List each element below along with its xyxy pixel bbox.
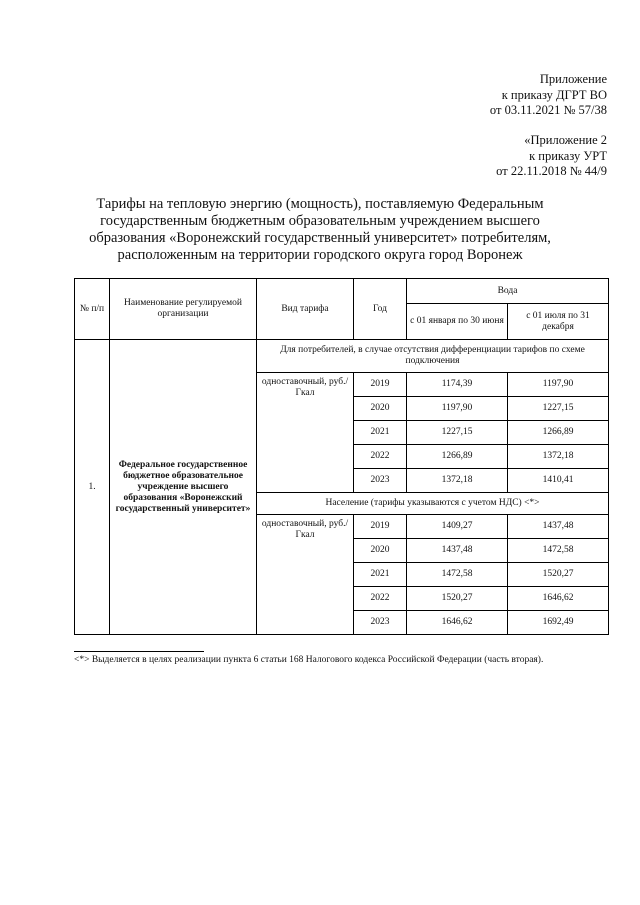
year-cell: 2022 (354, 445, 407, 469)
tariff-table (74, 278, 609, 635)
header-tariff-type: Вид тарифа (257, 279, 354, 340)
title-line: государственным бюджетным образовательным учреждением высшего (100, 213, 540, 229)
footnote-divider (74, 651, 204, 652)
year-cell: 2019 (354, 515, 407, 539)
tariff-value: 1472,58 (407, 563, 508, 587)
tariff-value: 1520,27 (407, 587, 508, 611)
tariff-value: 1372,18 (508, 445, 609, 469)
year-cell: 2020 (354, 539, 407, 563)
header-period-2: с 01 июля по 31 декабря (508, 304, 609, 340)
organization-name: Федеральное государственное бюджетное образовательное учреждение высшего образования «Воронежский государственный университет» (110, 340, 257, 635)
appendix2-line: от 22.11.2018 № 44/9 (496, 164, 607, 178)
tariff-value: 1646,62 (407, 611, 508, 635)
tariff-value: 1410,41 (508, 469, 609, 493)
tariff-value: 1472,58 (508, 539, 609, 563)
appendix-line: к приказу ДГРТ ВО (501, 87, 607, 102)
tariff-value: 1437,48 (407, 539, 508, 563)
section-caption: Для потребителей, в случае отсутствия дифференциации тарифов по схеме подключения (257, 340, 609, 373)
year-cell: 2021 (354, 563, 407, 587)
tariff-type: одноставочный, руб./Гкал (257, 373, 354, 493)
tariff-value: 1266,89 (508, 421, 609, 445)
tariff-type: одноставочный, руб./Гкал (257, 515, 354, 635)
header-year: Год (354, 279, 407, 340)
tariff-value: 1372,18 (407, 469, 508, 493)
tariff-value: 1266,89 (407, 445, 508, 469)
header-num: № п/п (75, 279, 110, 340)
year-cell: 2023 (354, 611, 407, 635)
tariff-value: 1197,90 (508, 373, 609, 397)
header-org: Наименование регулируемой организации (110, 279, 257, 340)
tariff-value: 1227,15 (508, 397, 609, 421)
year-cell: 2020 (354, 397, 407, 421)
tariff-value: 1520,27 (508, 563, 609, 587)
appendix-line: Приложение (539, 72, 607, 86)
tariff-value: 1646,62 (508, 587, 609, 611)
tariff-value: 1197,90 (407, 397, 508, 421)
appendix-header (490, 72, 607, 119)
tariff-value: 1409,27 (407, 515, 508, 539)
appendix2-line: к приказу УРТ (529, 148, 607, 163)
footnote: <*> Выделяется в целях реализации пункта 6 статьи 168 Налогового кодекса Российской Федерации (часть вторая). (74, 655, 544, 665)
title-line: расположенным на территории городского округа город Воронеж (117, 247, 523, 263)
header-water: Вода (407, 279, 609, 304)
title-line: Тарифы на тепловую энергию (мощность), поставляемую Федеральным (96, 196, 544, 212)
appendix-line: от 03.11.2021 № 57/38 (489, 103, 607, 117)
tariff-value: 1692,49 (508, 611, 609, 635)
header-period-1: с 01 января по 30 июня (407, 304, 508, 340)
tariff-value: 1227,15 (407, 421, 508, 445)
section-caption: Население (тарифы указываются с учетом НДС) <*> (257, 493, 609, 515)
appendix2-header (496, 133, 607, 180)
year-cell: 2019 (354, 373, 407, 397)
row-number: 1. (75, 340, 110, 635)
title-line: образования «Воронежский государственный университет» потребителям, (89, 230, 551, 246)
appendix2-line: «Приложение 2 (524, 133, 607, 147)
year-cell: 2022 (354, 587, 407, 611)
tariff-value: 1174,39 (407, 373, 508, 397)
year-cell: 2021 (354, 421, 407, 445)
tariff-value: 1437,48 (508, 515, 609, 539)
document-title (70, 196, 570, 264)
year-cell: 2023 (354, 469, 407, 493)
